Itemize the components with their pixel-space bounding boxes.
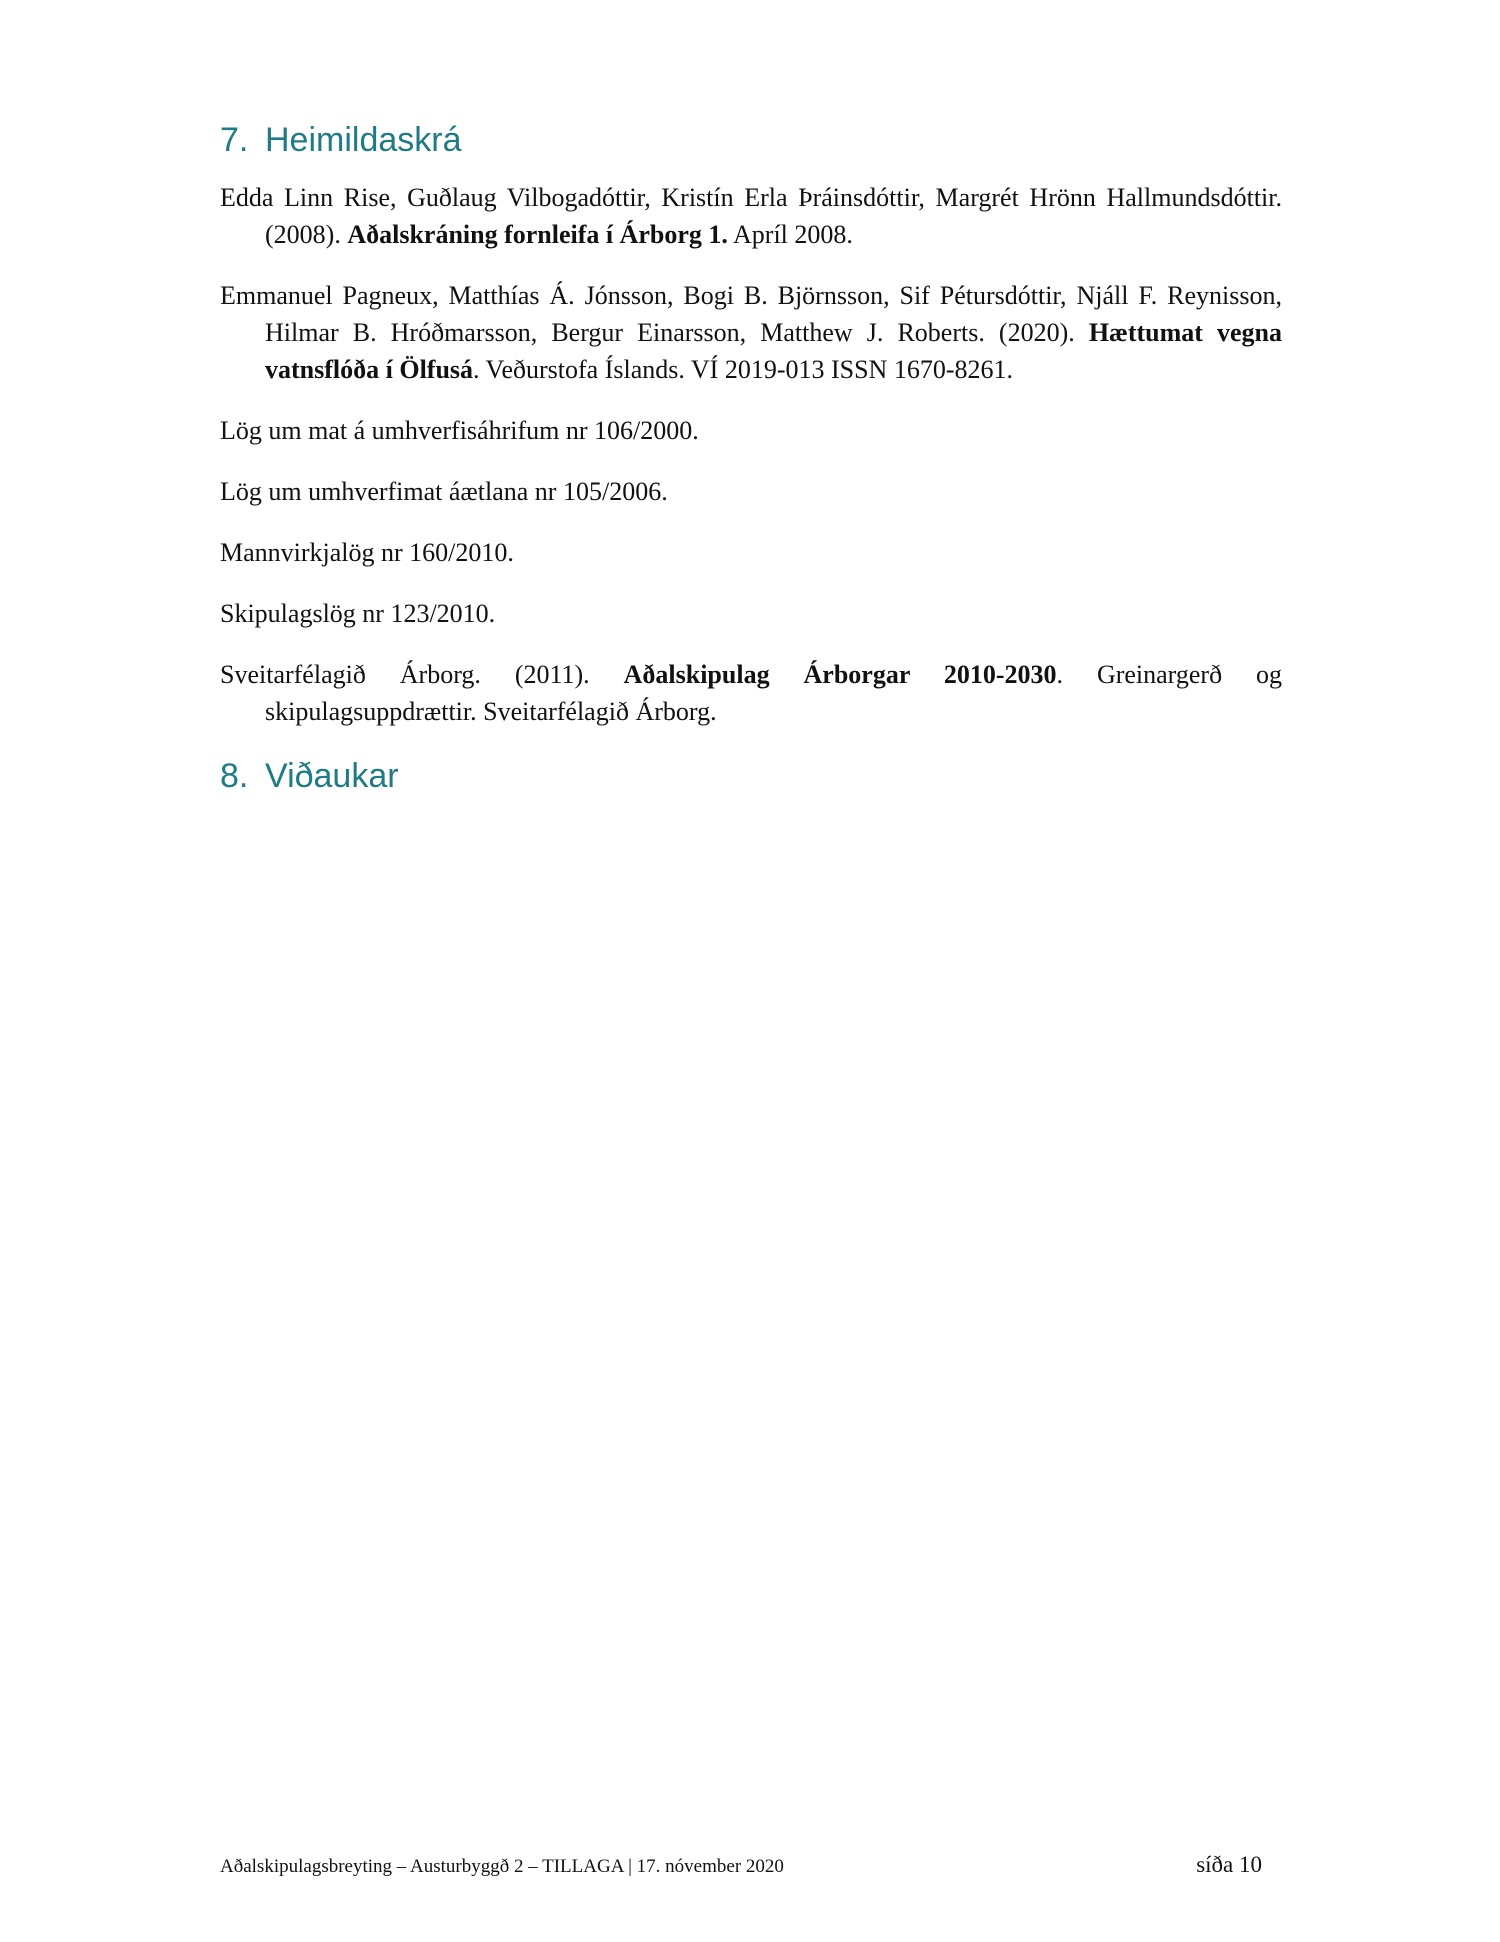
reference-entry bbox=[220, 179, 1282, 253]
reference-title: Aðalskráning fornleifa í Árborg 1. bbox=[347, 219, 728, 249]
reference-text: Mannvirkjalög nr 160/2010. bbox=[220, 537, 514, 567]
reference-details: . Greinargerð og skipulagsuppdrættir. Sveitarfélagið Árborg. bbox=[265, 659, 1282, 726]
reference-details: . Veðurstofa Íslands. VÍ 2019-013 ISSN 1670-8261. bbox=[473, 354, 1013, 384]
section-title: Viðaukar bbox=[265, 756, 399, 795]
reference-authors: Edda Linn Rise, Guðlaug Vilbogadóttir, Kristín Erla Þráinsdóttir, Margrét Hrönn Hallmundsdóttir. (2008). bbox=[220, 182, 1282, 249]
reference-entry bbox=[220, 277, 1282, 388]
page-footer bbox=[220, 1852, 1262, 1878]
section-heading-references bbox=[220, 120, 1282, 161]
reference-text: Lög um mat á umhverfisáhrifum nr 106/2000. bbox=[220, 415, 699, 445]
footer-document-info: Aðalskipulagsbreyting – Austurbyggð 2 – TILLAGA | 17. nóvember 2020 bbox=[220, 1856, 784, 1877]
reference-entry bbox=[220, 656, 1282, 730]
reference-entry bbox=[220, 412, 1282, 449]
page-content bbox=[220, 120, 1282, 797]
reference-authors: Emmanuel Pagneux, Matthías Á. Jónsson, Bogi B. Björnsson, Sif Pétursdóttir, Njáll F. Reynisson, Hilmar B. Hróðmarsson, Bergur Einarsson, Matthew J. Roberts. (2020). bbox=[220, 280, 1282, 347]
reference-title: Aðalskipulag Árborgar 2010-2030 bbox=[623, 659, 1057, 689]
reference-authors: Sveitarfélagið Árborg. (2011). bbox=[220, 659, 624, 689]
reference-text: Skipulagslög nr 123/2010. bbox=[220, 598, 496, 628]
section-heading-appendices bbox=[220, 756, 1282, 797]
page-number: síða 10 bbox=[1196, 1852, 1262, 1877]
reference-entry bbox=[220, 595, 1282, 632]
reference-entry bbox=[220, 473, 1282, 510]
reference-text: Lög um umhverfimat áætlana nr 105/2006. bbox=[220, 476, 668, 506]
section-number: 7. bbox=[220, 121, 249, 159]
reference-title: Hættumat vegna vatnsflóða í Ölfusá bbox=[265, 317, 1283, 384]
section-number: 8. bbox=[220, 756, 249, 795]
section-title: Heimildaskrá bbox=[265, 121, 462, 159]
reference-details: Apríl 2008. bbox=[727, 219, 853, 249]
reference-entry bbox=[220, 534, 1282, 571]
